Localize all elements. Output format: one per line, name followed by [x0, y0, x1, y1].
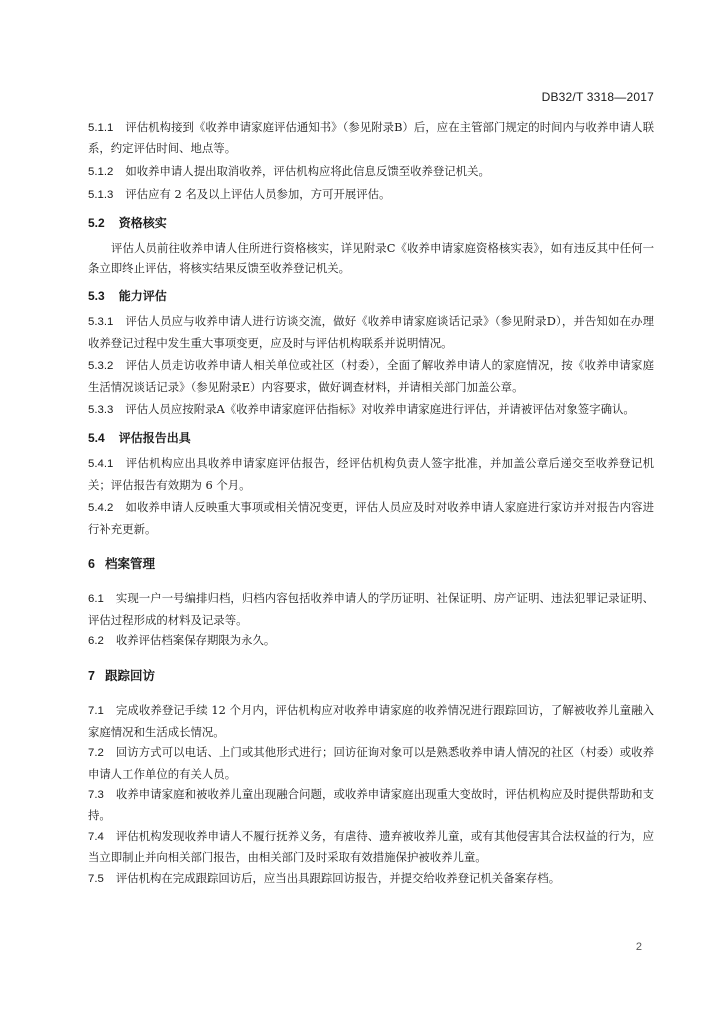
clause-7-3 [88, 784, 654, 826]
clause-5-1-1 [88, 117, 654, 159]
clause-number: 5.3.3 [88, 404, 114, 417]
document-code: DB32/T 3318—2017 [541, 90, 654, 104]
clause-6-2 [88, 630, 654, 651]
section-number: 5.2 [88, 215, 105, 230]
chapter-title: 档案管理 [104, 556, 155, 572]
clause-5-3-1 [88, 311, 654, 353]
clause-text: 评估应有 2 名及以上评估人员参加，方可开展评估。 [125, 187, 391, 202]
clause-text: 回访方式可以电话、上门或其他形式进行；回访征询对象可以是熟悉收养申请人情况的社区（村委）或收养申请人工作单位的有关人员。 [88, 745, 654, 781]
section-number: 5.3 [88, 289, 105, 304]
clause-number: 6.2 [88, 634, 104, 647]
clause-number: 7.5 [88, 872, 104, 885]
clause-5-1-2 [88, 161, 654, 182]
chapter-title: 跟踪回访 [104, 668, 155, 684]
section-title: 资格核实 [118, 215, 167, 230]
clause-7-1 [88, 700, 654, 742]
clause-text: 评估机构在完成跟踪回访后，应当出具跟踪回访报告，并提交给收养登记机关备案存档。 [115, 870, 561, 885]
section-heading-5-3 [88, 286, 654, 306]
clause-5-2-body [88, 238, 654, 279]
clause-text: 评估机构接到《收养申请家庭评估通知书》（参见附录B）后，应在主管部门规定的时间内与收养申请人联系，约定评估时间、地点等。 [88, 120, 654, 156]
clause-number: 7.2 [88, 747, 104, 760]
clause-number: 5.4.2 [88, 502, 114, 515]
clause-number: 7.4 [88, 830, 104, 843]
clause-number: 5.4.1 [88, 458, 114, 471]
clause-text: 评估机构发现收养申请人不履行抚养义务，有虐待、遗弃被收养儿童，或有其他侵害其合法权益的行为，应当立即制止并向相关部门报告，由相关部门及时采取有效措施保护被收养儿童。 [88, 828, 654, 865]
clause-text: 评估人员前往收养申请人住所进行资格核实，详见附录C《收养申请家庭资格核实表》，如有违反其中任何一条立即终止评估，将核实结果反馈至收养登记机关。 [88, 240, 654, 276]
clause-text: 评估人员走访收养申请人相关单位或社区（村委），全面了解收养申请人的家庭情况，按《收养申请家庭生活情况谈话记录》（参见附录E）内容要求，做好调查材料，并请相关部门加盖公章。 [88, 358, 654, 394]
section-title: 能力评估 [118, 289, 167, 304]
clause-5-1-3 [88, 184, 654, 205]
clause-number: 5.1.3 [88, 189, 114, 202]
clause-number: 7.1 [88, 705, 104, 718]
clause-text: 收养申请家庭和被收养儿童出现融合问题，或收养申请家庭出现重大变故时，评估机构应及时提供帮助和支持。 [88, 786, 654, 823]
clause-6-1 [88, 588, 654, 630]
clause-text: 如收养申请人反映重大事项或相关情况变更，评估人员应及时对收养申请人家庭进行家访并对报告内容进行补充更新。 [88, 500, 654, 536]
clause-text: 完成收养登记手续 12 个月内，评估机构应对收养申请家庭的收养情况进行跟踪回访，了解被收养儿童融入家庭情况和生活成长情况。 [88, 703, 654, 739]
clause-number: 5.3.1 [88, 316, 114, 329]
chapter-heading-7 [88, 666, 654, 686]
clause-7-5 [88, 868, 654, 889]
clause-text: 评估机构应出具收养申请家庭评估报告，经评估机构负责人签字批准，并加盖公章后递交至收养登记机关；评估报告有效期为 6 个月。 [88, 456, 654, 492]
chapter-number: 6 [88, 557, 95, 572]
clause-5-3-2 [88, 355, 654, 397]
clause-5-3-3 [88, 399, 654, 420]
clause-number: 7.3 [88, 788, 104, 801]
clause-text: 如收养申请人提出取消收养，评估机构应将此信息反馈至收养登记机关。 [125, 163, 490, 178]
chapter-heading-6 [88, 554, 654, 574]
clause-7-2 [88, 742, 654, 784]
clause-text: 收养评估档案保存期限为永久。 [115, 632, 276, 647]
clause-number: 5.3.2 [88, 360, 114, 373]
clause-number: 5.1.1 [88, 122, 114, 134]
chapter-number: 7 [88, 669, 95, 684]
clause-number: 5.1.2 [88, 165, 114, 178]
clause-text: 实现一户一号编排归档，归档内容包括收养申请人的学历证明、社保证明、房产证明、违法犯罪记录证明、评估过程形成的材料及记录等。 [88, 591, 654, 627]
clause-5-4-2 [88, 497, 654, 539]
clause-7-4 [88, 826, 654, 868]
clause-text: 评估人员应与收养申请人进行访谈交流，做好《收养申请家庭谈话记录》（参见附录D），并告知如在办理收养登记过程中发生重大事项变更，应及时与评估机构联系并说明情况。 [88, 314, 654, 350]
section-heading-5-2 [88, 213, 654, 233]
page-number: 2 [635, 941, 642, 953]
section-heading-5-4 [88, 428, 654, 448]
clause-text: 评估人员应按附录A《收养申请家庭评估指标》对收养申请家庭进行评估，并请被评估对象签字确认。 [125, 402, 635, 417]
section-number: 5.4 [88, 431, 105, 446]
clause-5-4-1 [88, 453, 654, 495]
clause-number: 6.1 [88, 593, 104, 606]
page-content [88, 117, 654, 889]
section-title: 评估报告出具 [118, 431, 191, 446]
